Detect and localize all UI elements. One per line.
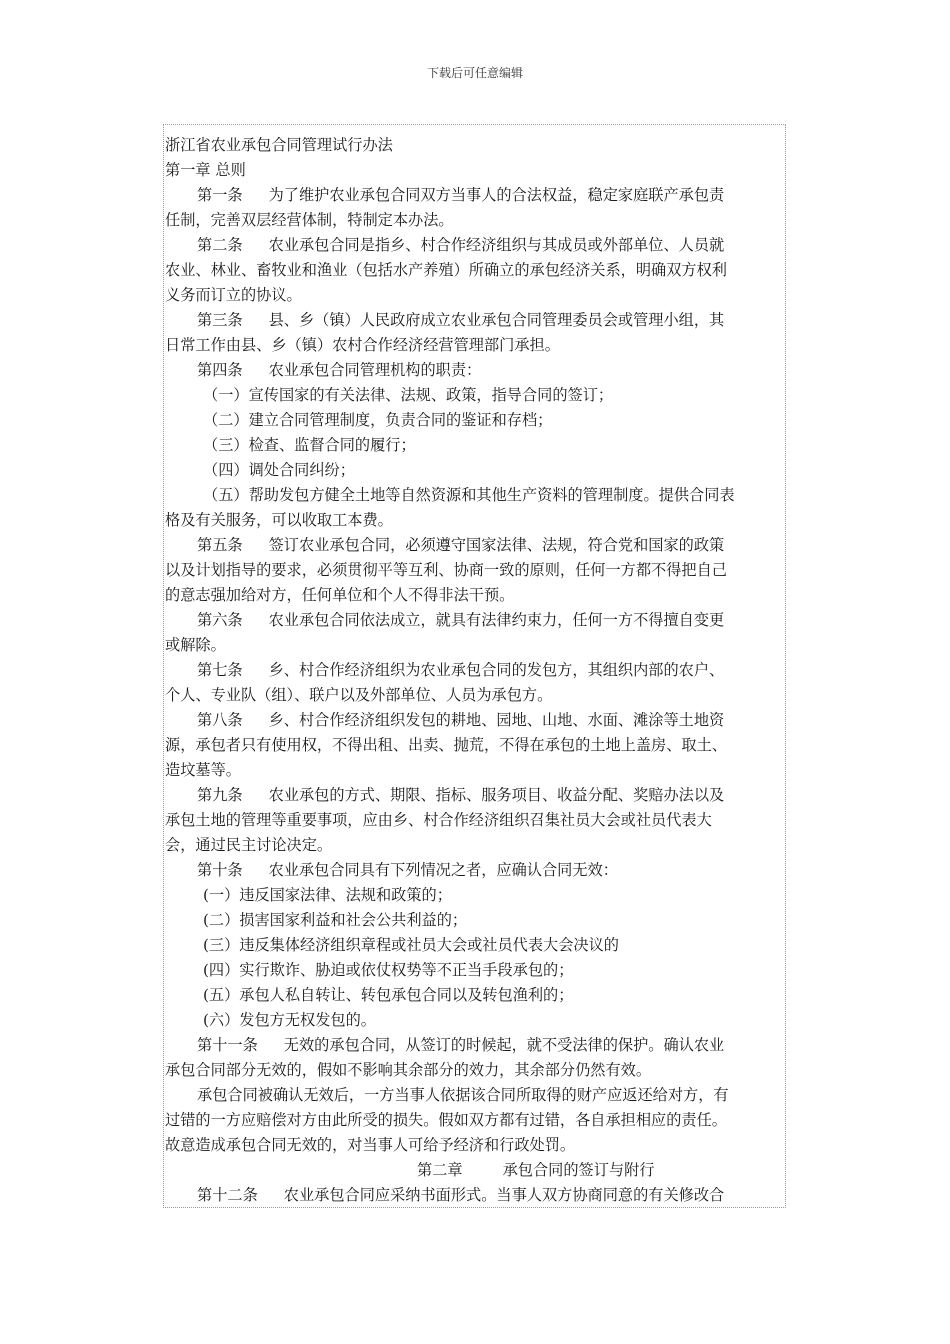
article-4 xyxy=(165,358,784,383)
document-frame xyxy=(163,124,786,1208)
article-7-cont: 个人、专业队（组）、联户以及外部单位、人员为承包方。 xyxy=(165,686,553,704)
article-11-paragraph-cont: 过错的一方应赔偿对方由此所受的损失。假如双方都有过错，各自承担相应的责任。 xyxy=(165,1111,727,1129)
article-4-item-cont: 格及有关服务，可以收取工本费。 xyxy=(165,511,393,529)
article-11 xyxy=(165,1033,784,1058)
article-text: 农业承包合同管理机构的职责： xyxy=(268,361,482,379)
article-11-paragraph: 承包合同被确认无效后，一方当事人依据该合同所取得的财产应返还给对方，有 xyxy=(197,1086,729,1104)
article-9 xyxy=(165,783,784,808)
article-4-item: （五）帮助发包方健全土地等自然资源和其他生产资料的管理制度。提供合同表 xyxy=(203,486,735,504)
document-body xyxy=(164,125,785,1208)
article-9-cont: 承包土地的管理等重要事项，应由乡、村合作经济组织召集社员大会或社员代表大 xyxy=(165,811,712,829)
article-text: 农业承包合同是指乡、村合作经济组织与其成员或外部单位、人员就 xyxy=(268,236,725,254)
article-2-cont: 义务而订立的协议。 xyxy=(165,286,302,304)
article-number: 第二条 xyxy=(197,236,243,254)
article-text: 为了维护农业承包合同双方当事人的合法权益，稳定家庭联产承包责 xyxy=(268,186,725,204)
article-text: 乡、村合作经济组织发包的耕地、园地、山地、水面、滩涂等土地资 xyxy=(268,711,725,729)
article-number: 第十条 xyxy=(197,861,243,879)
article-5-cont: 以及计划指导的要求，必须贯彻平等互利、协商一致的原则，任何一方都不得把自己 xyxy=(165,561,727,579)
article-1 xyxy=(165,183,784,208)
chapter-1-heading: 第一章 总则 xyxy=(165,161,246,179)
article-11-cont: 承包合同部分无效的，假如不影响其余部分的效力，其余部分仍然有效。 xyxy=(165,1061,651,1079)
article-3-cont: 日常工作由县、乡（镇）农村合作经济经营管理部门承担。 xyxy=(165,336,560,354)
article-5 xyxy=(165,533,784,558)
article-10-item: (五）承包人私自转让、转包承包合同以及转包渔利的； xyxy=(203,986,574,1004)
article-5-cont: 的意志强加给对方，任何单位和个人不得非法干预。 xyxy=(165,586,515,604)
article-12 xyxy=(165,1183,784,1208)
article-number: 第三条 xyxy=(197,311,243,329)
article-number: 第五条 xyxy=(197,536,243,554)
chapter-2-heading xyxy=(165,1158,784,1183)
article-4-item: （三）检查、监督合同的履行； xyxy=(203,436,416,454)
article-8-cont: 造坟墓等。 xyxy=(165,761,241,779)
article-text: 签订农业承包合同，必须遵守国家法律、法规，符合党和国家的政策 xyxy=(268,536,725,554)
article-number: 第十二条 xyxy=(197,1186,258,1204)
article-10-item: (六）发包方无权发包的。 xyxy=(203,1011,376,1029)
article-text: 农业承包合同依法成立，就具有法律约束力，任何一方不得擅自变更 xyxy=(268,611,725,629)
article-10-item: (二）损害国家利益和社会公共利益的； xyxy=(203,911,468,929)
document-title: 浙江省农业承包合同管理试行办法 xyxy=(165,136,393,154)
article-10 xyxy=(165,858,784,883)
article-4-item: （二）建立合同管理制度，负责合同的鉴证和存档； xyxy=(203,411,553,429)
article-number: 第七条 xyxy=(197,661,243,679)
chapter-number: 第二章 xyxy=(417,1161,463,1179)
article-10-item: (三）违反集体经济组织章程或社员大会或社员代表大会决议的 xyxy=(203,936,619,954)
article-10-item: (四）实行欺诈、胁迫或依仗权势等不正当手段承包的； xyxy=(203,961,574,979)
article-number: 第一条 xyxy=(197,186,243,204)
article-text: 农业承包合同应采纳书面形式。当事人双方协商同意的有关修改合 xyxy=(283,1186,725,1204)
article-text: 无效的承包合同，从签订的时候起，就不受法律的保护。确认农业 xyxy=(283,1036,725,1054)
article-10-item: (一）违反国家法律、法规和政策的； xyxy=(203,886,452,904)
article-text: 农业承包的方式、期限、指标、服务项目、收益分配、奖赔办法以及 xyxy=(268,786,725,804)
article-number: 第八条 xyxy=(197,711,243,729)
article-text: 农业承包合同具有下列情况之者，应确认合同无效： xyxy=(268,861,618,879)
article-7 xyxy=(165,658,784,683)
article-8-cont: 源，承包者只有使用权，不得出租、出卖、抛荒，不得在承包的土地上盖房、取土、 xyxy=(165,736,727,754)
article-4-item: （一）宣传国家的有关法律、法规、政策，指导合同的签订； xyxy=(203,386,614,404)
article-4-item: （四）调处合同纠纷； xyxy=(203,461,355,479)
article-number: 第九条 xyxy=(197,786,243,804)
article-text: 县、乡（镇）人民政府成立农业承包合同管理委员会或管理小组，其 xyxy=(268,311,725,329)
article-text: 乡、村合作经济组织为农业承包合同的发包方，其组织内部的农户、 xyxy=(268,661,725,679)
article-3 xyxy=(165,308,784,333)
article-11-paragraph-cont: 故意造成承包合同无效的，对当事人可给予经济和行政处罚。 xyxy=(165,1136,576,1154)
article-number: 第十一条 xyxy=(197,1036,258,1054)
article-8 xyxy=(165,708,784,733)
article-1-cont: 任制，完善双层经营体制，特制定本办法。 xyxy=(165,211,454,229)
page-header-note: 下载后可任意编辑 xyxy=(426,66,523,80)
chapter-title: 承包合同的签订与附行 xyxy=(502,1161,655,1179)
article-number: 第四条 xyxy=(197,361,243,379)
article-6 xyxy=(165,608,784,633)
article-number: 第六条 xyxy=(197,611,243,629)
article-9-cont: 会，通过民主讨论决定。 xyxy=(165,836,333,854)
article-2-cont: 农业、林业、畜牧业和渔业（包括水产养殖）所确立的承包经济关系，明确双方权利 xyxy=(165,261,727,279)
article-6-cont: 或解除。 xyxy=(165,636,226,654)
article-2 xyxy=(165,233,784,258)
